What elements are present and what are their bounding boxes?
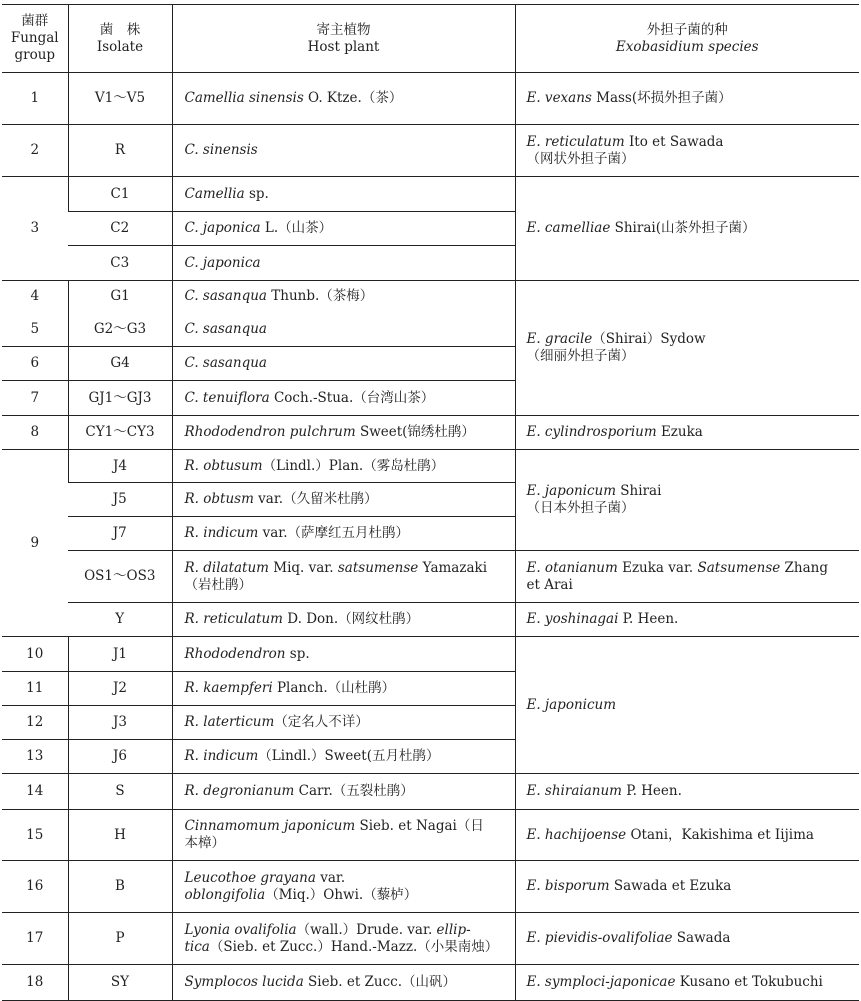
species-cell: E. japonicum Shirai （日本外担子菌） <box>515 450 859 551</box>
group-cell: 6 <box>2 347 68 381</box>
isolate-cell: J4 <box>68 450 172 483</box>
table-row <box>2 551 859 603</box>
host-cell: R. obtusum（Lindl.）Plan.（雾岛杜鹃） <box>172 450 515 483</box>
table-row <box>2 965 859 1001</box>
table-row <box>2 416 859 450</box>
isolate-cell: J5 <box>68 483 172 517</box>
species-cell: E. hachijoense Otani，Kakishima et Iijima <box>515 810 859 861</box>
table-row <box>2 73 859 125</box>
group-cell: 5 <box>2 313 68 347</box>
group-cell: 17 <box>2 913 68 965</box>
isolate-cell: J6 <box>68 740 172 774</box>
isolate-cell: J7 <box>68 517 172 551</box>
group-cell: 3 <box>2 177 68 281</box>
isolate-cell: H <box>68 810 172 861</box>
species-cell: E. gracile（Shirai）Sydow （细丽外担子菌） <box>515 281 859 416</box>
species-cell: E. vexans Mass(坏损外担子菌） <box>515 73 859 125</box>
group-cell: 13 <box>2 740 68 774</box>
table-row <box>2 603 859 637</box>
isolate-cell: CY1～CY3 <box>68 416 172 450</box>
host-cell: Cinnamomum japonicum Sieb. et Nagai（日 本樟） <box>172 810 515 861</box>
host-cell: R. obtusm var.（久留米杜鹃） <box>172 483 515 517</box>
table-row <box>2 177 859 212</box>
header-isolate: 菌 株 Isolate <box>68 5 172 73</box>
isolate-cell: B <box>68 861 172 913</box>
species-cell: E. bisporum Sawada et Ezuka <box>515 861 859 913</box>
isolate-cell: C2 <box>68 212 172 246</box>
table-header-row <box>2 5 859 73</box>
header-species: 外担子菌的种 Exobasidium species <box>515 5 859 73</box>
table-row <box>2 450 859 483</box>
host-cell: Rhododendron sp. <box>172 637 515 672</box>
host-cell: R. dilatatum Miq. var. satsumense Yamazaki （岩杜鹃） <box>172 551 515 603</box>
isolate-cell: C1 <box>68 177 172 212</box>
host-cell: R. laterticum（定名人不详） <box>172 706 515 740</box>
species-cell: E. otanianum Ezuka var. Satsumense Zhang et Arai <box>515 551 859 603</box>
host-cell: Camellia sinensis O. Ktze.（茶） <box>172 73 515 125</box>
host-cell: C. japonica L.（山茶） <box>172 212 515 246</box>
isolate-cell: GJ1～GJ3 <box>68 381 172 416</box>
isolate-cell: SY <box>68 965 172 1001</box>
host-cell: Symplocos lucida Sieb. et Zucc.（山矾） <box>172 965 515 1001</box>
host-cell: R. indicum var.（萨摩红五月杜鹃） <box>172 517 515 551</box>
species-cell: E. reticulatum Ito et Sawada （网状外担子菌） <box>515 125 859 177</box>
species-cell: E. japonicum <box>515 637 859 774</box>
group-cell: 11 <box>2 672 68 706</box>
host-cell: Rhododendron pulchrum Sweet(锦绣杜鹃） <box>172 416 515 450</box>
host-cell: C. sinensis <box>172 125 515 177</box>
host-cell: R. reticulatum D. Don.（网纹杜鹃） <box>172 603 515 637</box>
host-cell: C. sasanqua <box>172 313 515 347</box>
host-cell: C. sasanqua Thunb.（茶梅） <box>172 281 515 313</box>
table-row <box>2 810 859 861</box>
host-cell: C. sasanqua <box>172 347 515 381</box>
group-cell: 18 <box>2 965 68 1001</box>
isolate-cell: C3 <box>68 246 172 281</box>
isolate-cell: OS1～OS3 <box>68 551 172 603</box>
group-cell: 8 <box>2 416 68 450</box>
header-host-plant: 寄主植物 Host plant <box>172 5 515 73</box>
header-fungal-group: 菌群 Fungal group <box>2 5 68 73</box>
host-cell: Camellia sp. <box>172 177 515 212</box>
isolate-cell: Y <box>68 603 172 637</box>
isolate-cell: P <box>68 913 172 965</box>
host-cell: C. tenuiflora Coch.-Stua.（台湾山茶） <box>172 381 515 416</box>
table-row <box>2 281 859 313</box>
group-cell: 1 <box>2 73 68 125</box>
table-row <box>2 861 859 913</box>
species-cell: E. yoshinagai P. Heen. <box>515 603 859 637</box>
group-cell: 16 <box>2 861 68 913</box>
group-cell: 14 <box>2 774 68 810</box>
host-cell: R. kaempferi Planch.（山杜鹃） <box>172 672 515 706</box>
isolate-cell: J1 <box>68 637 172 672</box>
host-cell: R. degronianum Carr.（五裂杜鹃） <box>172 774 515 810</box>
group-cell: 4 <box>30 288 40 305</box>
group-cell: 9 <box>2 450 68 637</box>
group-cell: 10 <box>2 637 68 672</box>
host-cell: Leucothoe grayana var. oblongifolia（Miq.）Ohwi.（藜栌） <box>172 861 515 913</box>
table-row <box>2 637 859 672</box>
group-cell: 7 <box>2 381 68 416</box>
group-cell: 15 <box>2 810 68 861</box>
species-cell: E. pievidis-ovalifoliae Sawada <box>515 913 859 965</box>
isolate-cell: G2～G3 <box>68 313 172 347</box>
group-cell: 2 <box>2 125 68 177</box>
fungal-group-table <box>2 4 859 1001</box>
table-row <box>2 913 859 965</box>
isolate-cell: R <box>68 125 172 177</box>
isolate-cell: G4 <box>68 347 172 381</box>
isolate-cell: G1 <box>68 281 172 313</box>
isolate-cell: J3 <box>68 706 172 740</box>
species-cell: E. shiraianum P. Heen. <box>515 774 859 810</box>
isolate-cell: J2 <box>68 672 172 706</box>
isolate-cell: S <box>68 774 172 810</box>
table-row <box>2 125 859 177</box>
host-cell: C. japonica <box>172 246 515 281</box>
host-cell: R. indicum（Lindl.）Sweet(五月杜鹃） <box>172 740 515 774</box>
host-cell: Lyonia ovalifolia（wall.）Drude. var. ellip- tica（Sieb. et Zucc.）Hand.-Mazz.（小果南烛） <box>172 913 515 965</box>
species-cell: E. camelliae Shirai(山茶外担子菌） <box>515 177 859 281</box>
isolate-cell: V1～V5 <box>68 73 172 125</box>
species-cell: E. symploci-japonicae Kusano et Tokubuchi <box>515 965 859 1001</box>
species-cell: E. cylindrosporium Ezuka <box>515 416 859 450</box>
table-row <box>2 774 859 810</box>
group-cell: 12 <box>2 706 68 740</box>
